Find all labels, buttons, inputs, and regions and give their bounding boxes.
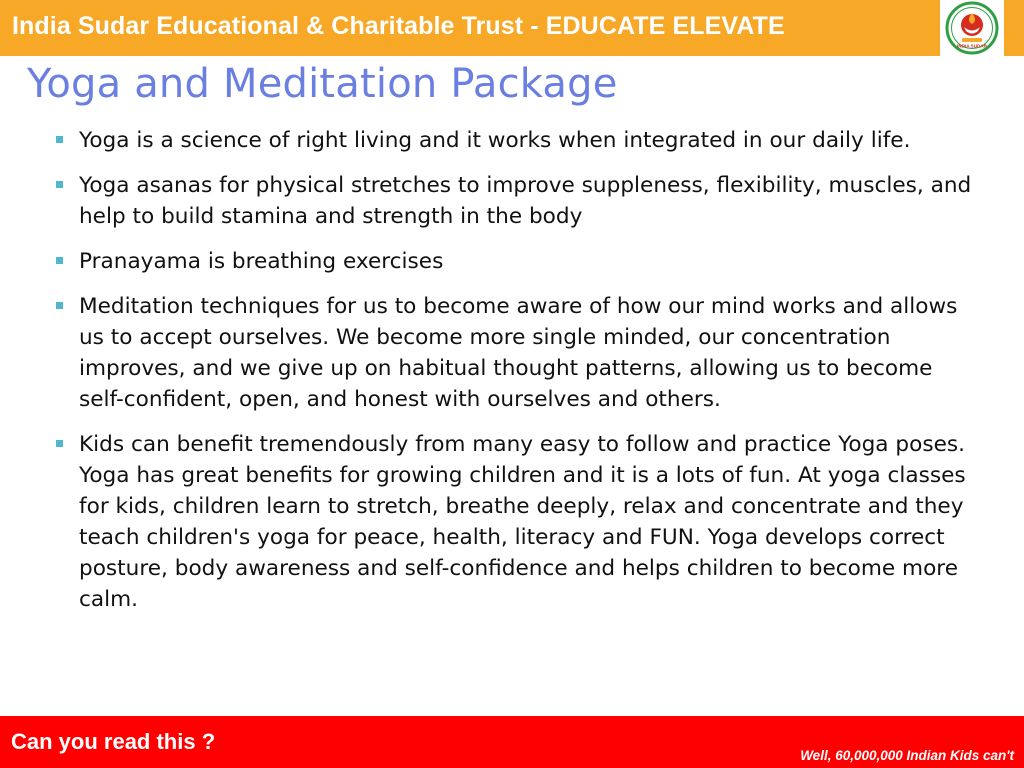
square-bullet-icon — [56, 440, 63, 447]
india-sudar-logo-icon — [940, 0, 1004, 56]
bullet-list — [52, 125, 982, 629]
square-bullet-icon — [56, 302, 63, 309]
bullet-text: Kids can benefit tremendously from many easy to follow and practice Yoga poses. Yoga has great benefits for growing children and it is a lots of fun. At yoga classes for kids, children learn to stretch, breathe deeply, relax and concentrate and they teach children's yoga for peace, health, literacy and FUN. Yoga develops correct posture, body awareness and self-confidence and helps children to become more calm. — [79, 432, 966, 612]
slide-title: Yoga and Meditation Package — [27, 61, 618, 107]
square-bullet-icon — [56, 136, 63, 143]
bullet-text: Meditation techniques for us to become aware of how our mind works and allows us to accept ourselves. We become more single minded, our concentration improves, and we give up on habitual thought patterns, allowing us to become self-confident, open, and honest with ourselves and others. — [79, 294, 958, 412]
footer-tagline: Well, 60,000,000 Indian Kids can't — [800, 748, 1014, 763]
bullet-item — [52, 429, 982, 615]
bullet-text: Yoga asanas for physical stretches to improve suppleness, flexibility, muscles, and help to build stamina and strength in the body — [79, 173, 972, 229]
bullet-text: Pranayama is breathing exercises — [79, 249, 444, 274]
logo-text: INDIA SUDAR — [957, 43, 987, 49]
bullet-item — [52, 125, 982, 156]
header-title: India Sudar Educational & Charitable Trust - EDUCATE ELEVATE — [12, 12, 785, 40]
square-bullet-icon — [56, 181, 63, 188]
footer-question: Can you read this ? — [11, 729, 216, 754]
logo — [940, 0, 1004, 56]
square-bullet-icon — [56, 257, 63, 264]
bullet-item — [52, 291, 982, 415]
header-bar — [0, 0, 1024, 56]
bullet-item — [52, 246, 982, 277]
bullet-item — [52, 170, 982, 232]
bullet-text: Yoga is a science of right living and it works when integrated in our daily life. — [79, 128, 911, 153]
